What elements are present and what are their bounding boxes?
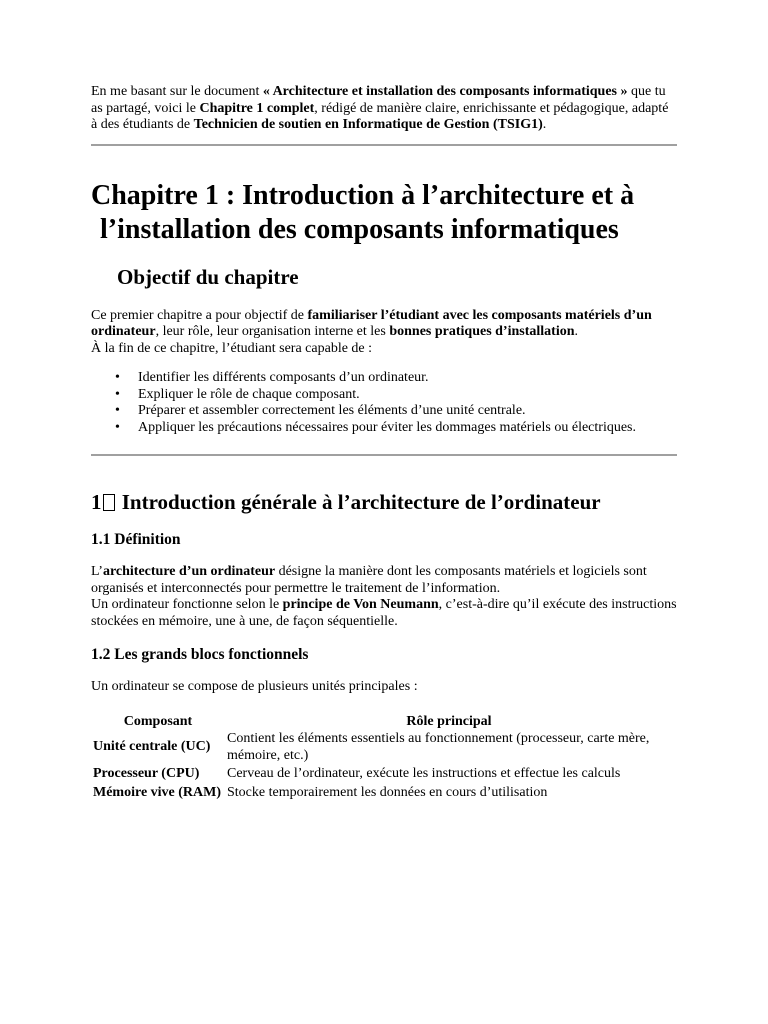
table-cell-role: Contient les éléments essentiels au fonctionnement (processeur, carte mère, mémoire, etc.) [227,731,650,763]
table-header-composant: Composant [123,713,193,729]
table-header-row [91,714,673,731]
list-item [91,387,677,404]
bullet-icon: • [115,370,120,385]
definition-paragraph [91,564,677,630]
chapter-reference: Chapitre 1 complet [199,100,315,116]
document-title-reference: « Architecture et installation des composants informatiques » [262,84,628,99]
definition-emphasis: principe de Von Neumann [282,597,439,612]
subsection-heading: 1.2 Les grands blocs fonctionnels [91,646,309,663]
list-item [91,370,677,387]
table-cell-name: Mémoire vive (RAM) [93,784,222,800]
table-row [91,765,673,784]
list-item [91,420,677,437]
intro-text: En me basant sur le document [91,84,263,99]
section-number: 1 [91,490,102,514]
table-cell-name: Processeur (CPU) [93,766,200,781]
objectives-list [91,370,677,436]
definition-text: Un ordinateur fonctionne selon le [91,597,283,612]
objectif-emphasis: familiariser l’étudiant avec les composants matériels d’un ordinateur [91,307,652,339]
table-row [91,784,673,803]
intro-paragraph [91,84,677,134]
audience-reference: Technicien de soutien en Informatique de Gestion (TSIG1) [193,117,543,132]
objectif-heading: Objectif du chapitre [117,264,299,289]
objectif-text: , leur rôle, leur organisation interne et les [155,324,390,339]
definition-emphasis: architecture d’un ordinateur [102,564,276,579]
document-page [91,84,677,802]
objectif-text: Ce premier chapitre a pour objectif de [91,307,308,323]
intro-text: . [542,117,547,132]
table-cell-role: Cerveau de l’ordinateur, exécute les instructions et effectue les calculs [227,766,621,781]
list-item-text: Préparer et assembler correctement les éléments d’une unité centrale. [138,403,526,418]
table-cell-role: Stocke temporairement les données en cours d’utilisation [227,784,548,800]
section-heading [91,489,677,515]
section-title: Introduction générale à l’architecture de l’ordinateur [121,490,601,514]
list-item-text: Appliquer les précautions nécessaires pour éviter les dommages matériels ou électriques. [138,419,636,435]
horizontal-rule [91,144,677,146]
table-row [91,730,673,765]
bullet-icon: • [115,386,120,402]
bullet-icon: • [115,419,120,435]
list-item [91,403,677,420]
list-item-text: Expliquer le rôle de chaque composant. [138,386,360,402]
intro-text: que tu as partagé, voici le [91,84,666,116]
table-cell-name: Unité centrale (UC) [93,739,211,755]
definition-text: L’ [91,564,103,579]
subsection-heading: 1.1 Définition [91,531,181,548]
definition-text: désigne la manière dont les composants matériels et logiciels sont organisés et interconnectés pour permettre le traitement de l’information. [91,564,647,596]
objectif-emphasis: bonnes pratiques d’installation [389,324,575,339]
blocs-intro-paragraph: Un ordinateur se compose de plusieurs unités principales : [91,679,418,694]
objectif-paragraph [91,308,677,358]
chapter-title: Chapitre 1 : Introduction à l’architecture et à l’installation des composants informatiques [91,179,635,245]
list-item-text: Identifier les différents composants d’un ordinateur. [138,370,429,385]
horizontal-rule [91,454,677,456]
definition-text: , c’est-à-dire qu’il exécute des instructions stockées en mémoire, une à une, de façon séquentielle. [91,597,677,629]
objectif-capable-line: À la fin de ce chapitre, l’étudiant sera capable de : [91,340,373,356]
objectif-text: . [574,324,579,339]
table-header-role: Rôle principal [406,713,492,729]
missing-glyph-icon [103,494,115,511]
bullet-icon: • [115,403,120,418]
components-table [91,714,673,803]
intro-text: , rédigé de manière claire, enrichissante et pédagogique, adapté à des étudiants de [91,100,669,132]
